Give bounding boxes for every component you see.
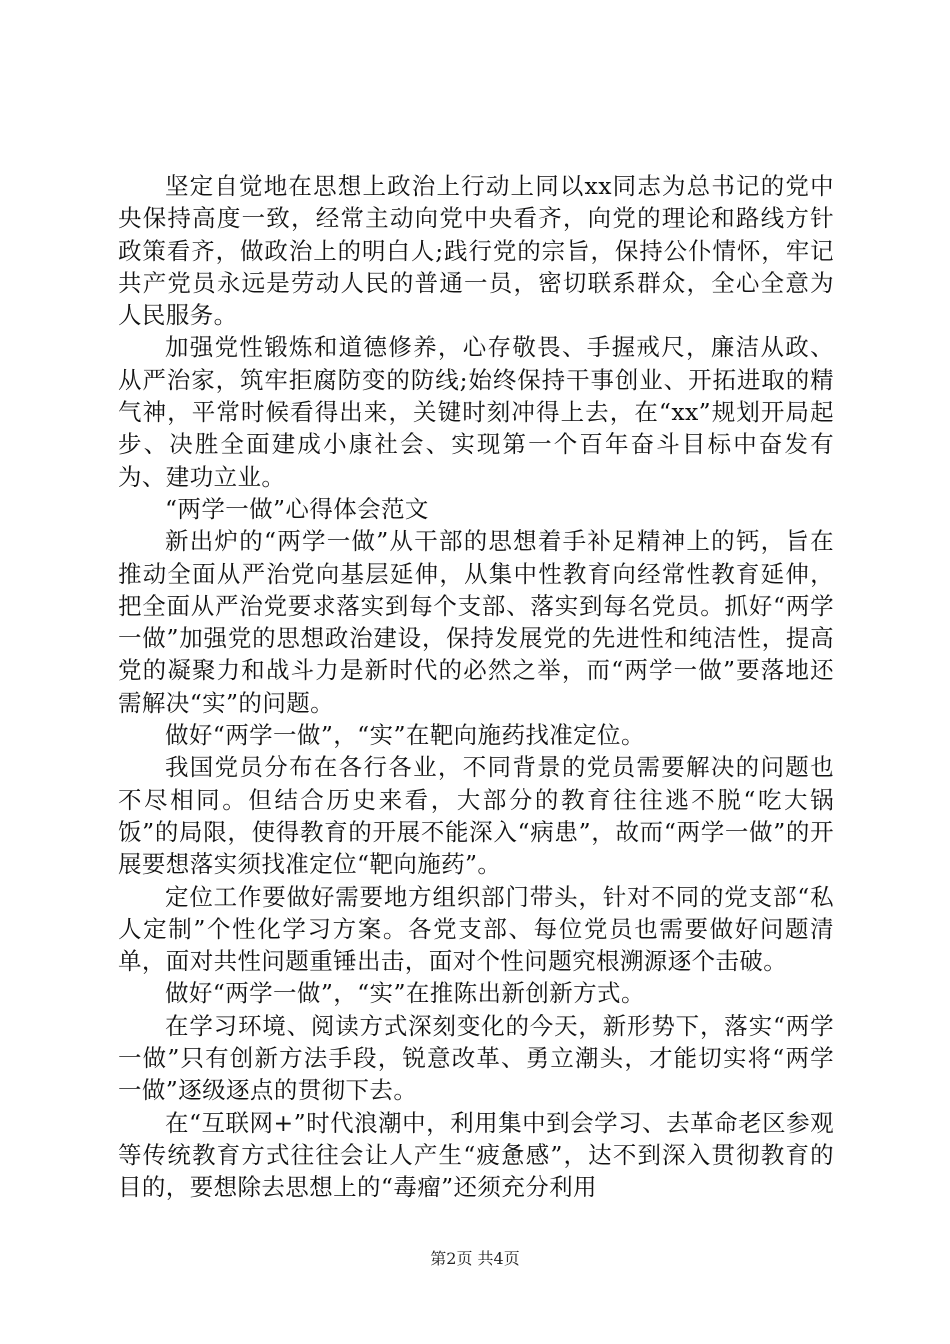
subheading: 做好“两学一做”，“实”在推陈出新创新方式。	[165, 979, 645, 1008]
paragraph: 在“互联网+”时代浪潮中，利用集中到会学习、去革命老区参观等传统教育方式往往会让人产生“疲惫感”，达不到深入贯彻教育的目的，要想除去思想上的“毒瘤”还须充分利用	[118, 1108, 834, 1202]
paragraph: 我国党员分布在各行各业，不同背景的党员需要解决的问题也不尽相同。但结合历史来看，大部分的教育往往逃不脱“吃大锅饭”的局限，使得教育的开展不能深入“病患”，故而“两学一做”的开展要想落实须找准定位“靶向施药”。	[118, 753, 834, 879]
paragraph: 加强党性锻炼和道德修养，心存敬畏、手握戒尺，廉洁从政、从严治家，筑牢拒腐防变的防线;始终保持干事创业、开拓进取的精气神，平常时候看得出来，关键时刻冲得上去，在“xx”规划开局起步、决胜全面建成小康社会、实现第一个百年奋斗目标中奋发有为、建功立业。	[118, 333, 834, 491]
paragraph: 新出炉的“两学一做”从干部的思想着手补足精神上的钙，旨在推动全面从严治党向基层延伸，从集中性教育向经常性教育延伸，把全面从严治党要求落实到每个支部、落实到每名党员。抓好“两学一做”加强党的思想政治建设，保持发展党的先进性和纯洁性，提高党的凝聚力和战斗力是新时代的必然之举，而“两学一做”要落地还需解决“实”的问题。	[118, 527, 834, 717]
paragraph: 坚定自觉地在思想上政治上行动上同以xx同志为总书记的党中央保持高度一致，经常主动向党中央看齐，向党的理论和路线方针政策看齐，做政治上的明白人;践行党的宗旨，保持公仆情怀，牢记共产党员永远是劳动人民的普通一员，密切联系群众，全心全意为人民服务。	[118, 172, 834, 330]
page-number-footer: 第2页 共4页	[430, 1249, 520, 1268]
section-heading: “两学一做”心得体会范文	[165, 494, 429, 523]
document-body	[118, 170, 834, 1204]
paragraph: 在学习环境、阅读方式深刻变化的今天，新形势下，落实“两学一做”只有创新方法手段，锐意改革、勇立潮头，才能切实将“两学一做”逐级逐点的贯彻下去。	[118, 1011, 834, 1105]
paragraph: 定位工作要做好需要地方组织部门带头，针对不同的党支部“私人定制”个性化学习方案。各党支部、每位党员也需要做好问题清单，面对共性问题重锤出击，面对个性问题究根溯源逐个击破。	[118, 882, 834, 976]
subheading: 做好“两学一做”，“实”在靶向施药找准定位。	[165, 721, 645, 750]
